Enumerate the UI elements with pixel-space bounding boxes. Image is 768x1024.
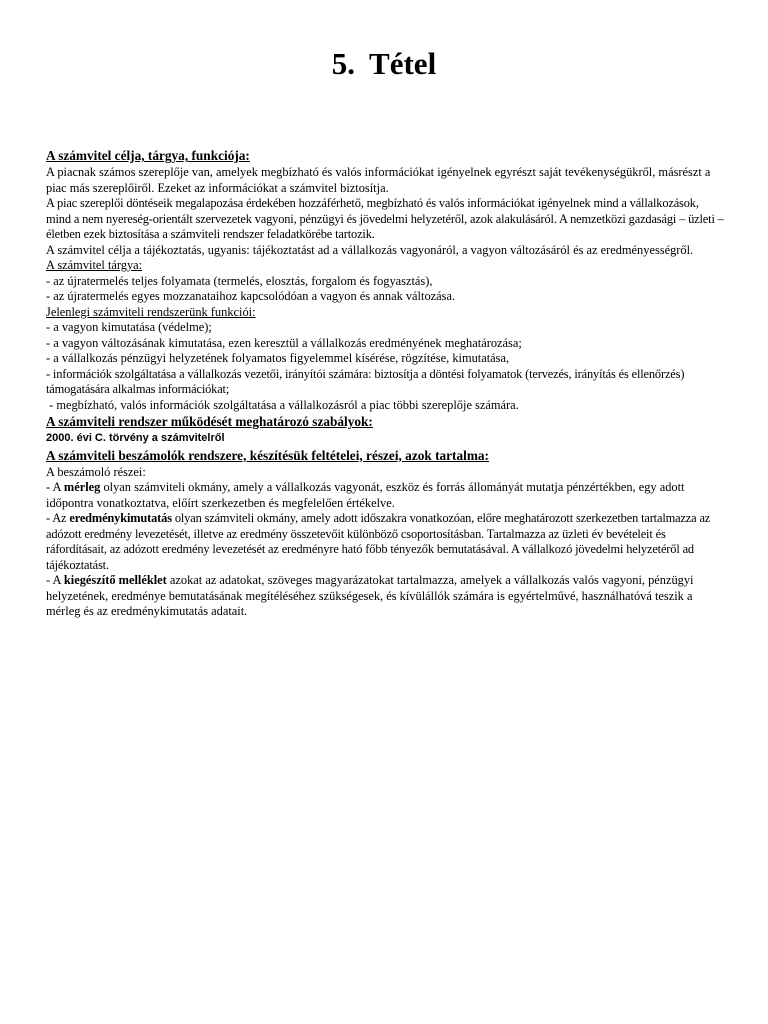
paragraph-market-actors: A piac szereplői döntéseik megalapozása érdekében hozzáférhető, megbízható és valós információkat igényelnek mind a vállalkozások, mind a nem nyereség-orientált szervezetek vagyoni, pénzügyi és jövedelmi helyzetéről, azok alakulásáról. A nemzetközi gazdasági – üzleti – életben ezek biztosítása a számviteli rendszer feladatkörébe tartozik. [46,196,724,241]
notes-prefix: - A [46,573,64,587]
report-parts-label: A beszámoló részei: [46,464,146,479]
section-heading-rules: A számviteli rendszer működését meghatározó szabályok: [46,414,373,429]
notes-item [46,573,726,620]
balance-text: olyan számviteli okmány, amely a vállalkozás vagyonát, eszköz és forrás állományát mutatja pénzértékben, egy adott időpontra vonatkoztatva, előírt szerkezetben és megfelelően értékelve. [46,480,685,510]
functions-label: Jelenlegi számviteli rendszerünk funkciói: [46,304,256,319]
function-item: - megbízható, valós információk szolgáltatása a vállalkozásról a piac többi szereplője számára. [46,397,519,412]
income-text: olyan számviteli okmány, amely adott időszakra vonatkozóan, előre meghatározott szerkezetben tartalmazza az adózott eredmény levezetését, illetve az eredmény összetevőit különböző csoportosításban. Tartalmazza az üzleti év bevételeit és ráfordításait, az adózott eredmény levezetését az eredményre ható főbb tényezők bemutatásával. A vállalkozó jövedelmi helyzetéről ad tájékoztatást. [46,511,711,572]
subject-item: - az újratermelés egyes mozzanataihoz kapcsolódóan a vagyon és annak változása. [46,289,456,303]
subject-label: A számvitel tárgya: [46,258,143,272]
title-number: 5. [331,46,356,81]
subject-item: - az újratermelés teljes folyamata (termelés, elosztás, forgalom és fogyasztás), [46,273,433,288]
income-term: eredménykimutatás [69,511,172,525]
income-statement-item [46,511,726,573]
balance-sheet-item [46,480,726,511]
function-item: - a vagyon kimutatása (védelme); [46,320,212,334]
function-item: - a vállalkozás pénzügyi helyzetének folyamatos figyelemmel kísérése, rögzítése, kimutatása, [46,351,510,365]
income-prefix: - Az [46,511,70,525]
balance-term: mérleg [63,480,101,494]
notes-text: azokat az adatokat, szöveges magyarázatokat tartalmazza, amelyek a vállalkozás valós vagyoni, pénzügyi helyzetének, eredménye bemutatásának megítéléséhez szükségesek, és kívülállók számára is egyértelművé, használhatóvá teszik a mérleg és az eredménykimutatás adatait. [46,573,694,618]
title-word: Tétel [369,46,437,81]
paragraph-purpose: A számvitel célja a tájékoztatás, ugyanis: tájékoztatást ad a vállalkozás vagyonáról, a vagyon változásáról és az eredményességről. [46,242,694,257]
page-title [0,44,768,84]
function-item: - a vagyon változásának kimutatása, ezen keresztül a vállalkozás eredményének meghatározása; [46,335,522,350]
law-reference: 2000. évi C. törvény a számvitelről [46,432,225,444]
function-item: - információk szolgáltatása a vállalkozás vezetői, irányítói számára: biztosítja a döntési folyamatok (tervezés, irányítás és ellenőrzés) támogatására alkalmas információkat; [46,366,685,396]
section-heading-reports: A számviteli beszámolók rendszere, készítésük feltételei, részei, azok tartalma: [46,447,489,463]
balance-prefix: - A [46,480,64,494]
notes-term: kiegészítő melléklet [63,573,167,587]
paragraph-market: A piacnak számos szereplője van, amelyek megbízható és valós információkat igényelnek egyrészt saját tevékenységükről, másrészt a piac más szereplőiről. Ezeket az információkat a számvitel biztosítja. [46,165,711,195]
document-body [46,147,726,620]
section-heading-purpose: A számvitel célja, tárgya, funkciója: [46,148,250,163]
